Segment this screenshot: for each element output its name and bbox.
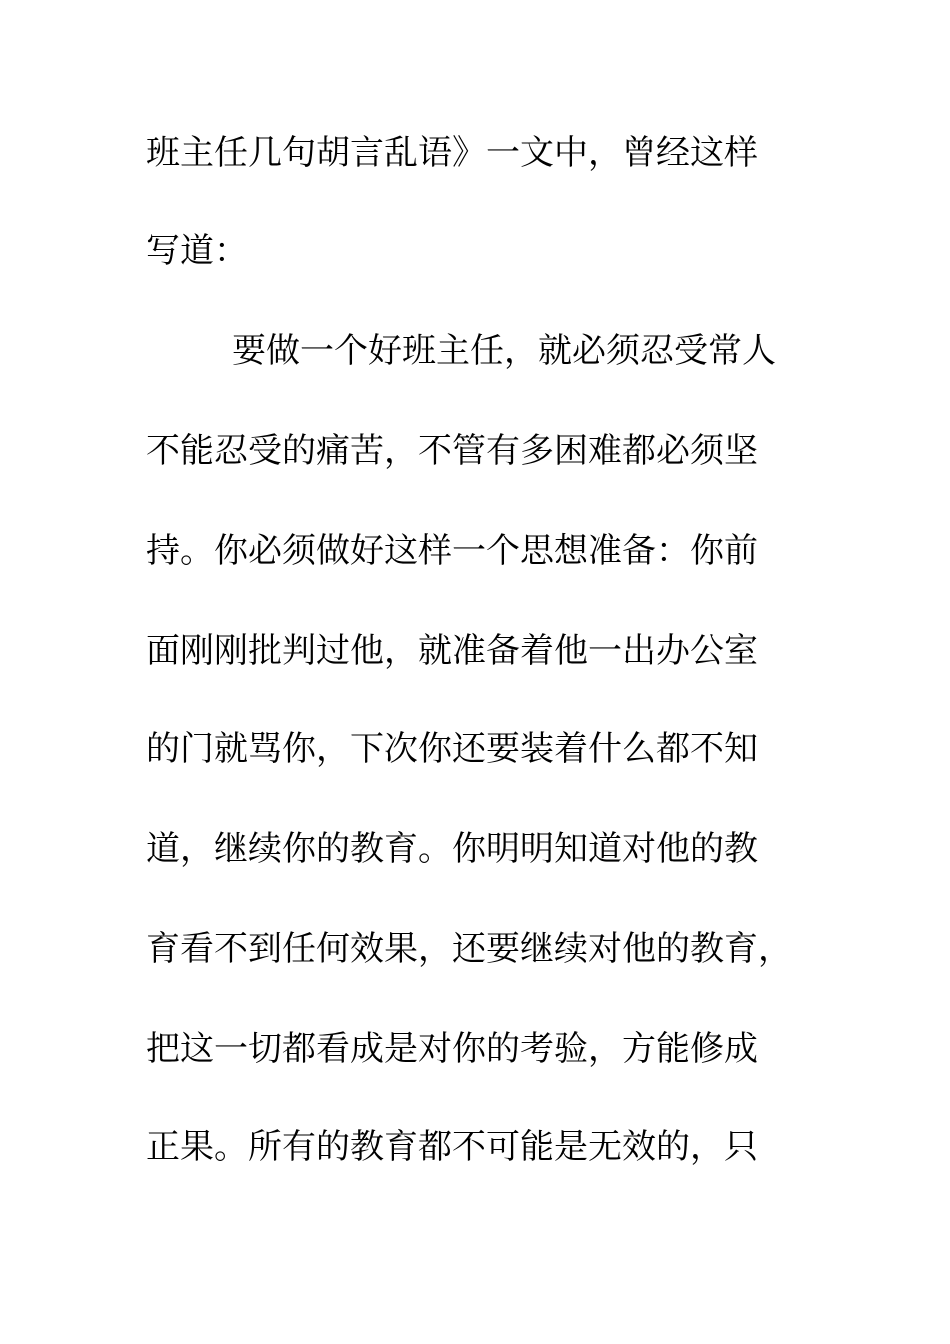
text-line-4: 不能忍受的痛苦，不管有多困难都必须坚: [146, 431, 758, 471]
text-line-2: 写道：: [146, 231, 248, 271]
text-line-11: 正果。所有的教育都不可能是无效的，只: [146, 1127, 758, 1167]
text-line-10: 把这一切都看成是对你的考验，方能修成: [146, 1029, 758, 1069]
text-line-6: 面刚刚批判过他，就准备着他一出办公室: [146, 631, 758, 671]
text-line-5: 持。你必须做好这样一个思想准备：你前: [146, 531, 758, 571]
text-line-3-paragraph-start: 要做一个好班主任，就必须忍受常人: [232, 331, 776, 371]
text-line-7: 的门就骂你，下次你还要装着什么都不知: [146, 729, 758, 769]
text-line-1: 班主任几句胡言乱语》一文中，曾经这样: [146, 133, 758, 173]
text-line-9: 育看不到任何效果，还要继续对他的教育，: [146, 929, 792, 969]
text-line-8: 道，继续你的教育。你明明知道对他的教: [146, 829, 758, 869]
